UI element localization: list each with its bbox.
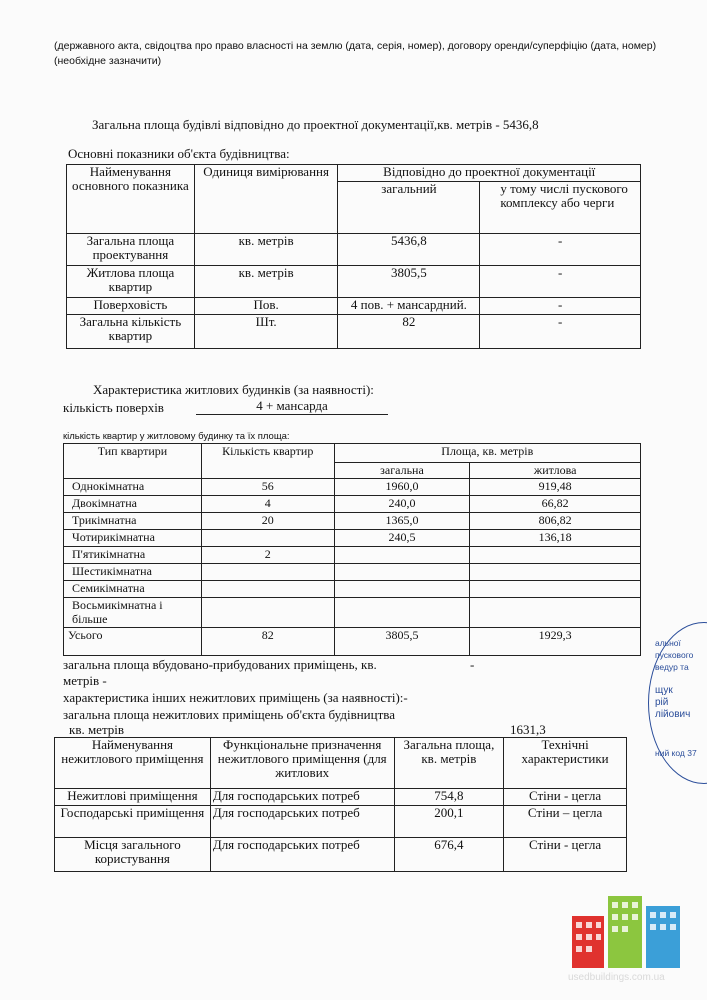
- cell-type: Восьмикімнатна і більше: [64, 598, 202, 628]
- cell-count: [201, 581, 334, 598]
- cell-unit: кв. метрів: [194, 266, 338, 298]
- cell-count: 82: [201, 628, 334, 656]
- table-row: [64, 496, 641, 513]
- cell-unit: Шт.: [194, 315, 338, 349]
- cell-total: 82: [338, 315, 480, 349]
- header-incl: у тому числі пускового комплексу або черги: [480, 182, 641, 234]
- cell-total: [334, 598, 470, 628]
- header-tech: Технічні характеристики: [504, 738, 627, 789]
- header-line-1: (державного акта, свідоцтва про право власності на землю (дата, серія, номер), договору оренди/суперфіцію (дата, номер): [54, 40, 657, 52]
- cell-incl: -: [480, 234, 641, 266]
- table-row: [64, 598, 641, 628]
- apartments-table: [63, 443, 641, 656]
- cell-type: Трикімнатна: [64, 513, 202, 530]
- cell-total: 5436,8: [338, 234, 480, 266]
- cell-type: Однокімнатна: [64, 479, 202, 496]
- cell-total: 3805,5: [338, 266, 480, 298]
- header-area-total: загальна: [334, 463, 470, 479]
- cell-living: [470, 547, 641, 564]
- header-purpose: Функціональне призначення нежитлового приміщення (для житлових: [210, 738, 394, 789]
- built-in-line: загальна площа вбудовано-прибудованих приміщень, кв.: [63, 657, 377, 672]
- table-row: [55, 806, 627, 838]
- main-indicators-title: Основні показники об'єкта будівництва:: [68, 146, 290, 161]
- cell-purpose: Для господарських потреб: [210, 806, 394, 838]
- cell-area: 676,4: [394, 838, 504, 872]
- cell-unit: кв. метрів: [194, 234, 338, 266]
- cell-total: 240,5: [334, 530, 470, 547]
- table-row: [67, 234, 641, 266]
- cell-name: Нежитлові приміщення: [55, 789, 211, 806]
- cell-type: Усього: [64, 628, 202, 656]
- apartments-label: кількість квартир у житловому будинку та їх площа:: [63, 431, 290, 442]
- cell-living: [470, 564, 641, 581]
- cell-count: 2: [201, 547, 334, 564]
- cell-total: [334, 581, 470, 598]
- header-area: Площа, кв. метрів: [334, 444, 640, 463]
- cell-living: 136,18: [470, 530, 641, 547]
- table-row: [64, 479, 641, 496]
- cell-living: 806,82: [470, 513, 641, 530]
- cell-purpose: Для господарських потреб: [210, 789, 394, 806]
- cell-name: Житлова площа квартир: [67, 266, 195, 298]
- cell-name: Господарські приміщення: [55, 806, 211, 838]
- cell-count: 56: [201, 479, 334, 496]
- table-row: [67, 266, 641, 298]
- total-nonres-line2: кв. метрів: [69, 722, 125, 737]
- cell-name: Поверховість: [67, 298, 195, 315]
- table-row: [67, 298, 641, 315]
- cell-total: 1365,0: [334, 513, 470, 530]
- total-nonres-value: 1631,3: [510, 722, 546, 737]
- table-row: [64, 530, 641, 547]
- header-total: загальний: [338, 182, 480, 234]
- cell-total: [334, 564, 470, 581]
- cell-total: 4 пов. + мансардний.: [338, 298, 480, 315]
- cell-unit: Пов.: [194, 298, 338, 315]
- cell-incl: -: [480, 315, 641, 349]
- cell-area: 754,8: [394, 789, 504, 806]
- cell-area: 200,1: [394, 806, 504, 838]
- main-indicators-table: [66, 164, 641, 349]
- cell-tech: Стіни - цегла: [504, 838, 627, 872]
- cell-incl: -: [480, 266, 641, 298]
- watermark-text: usedbuildings.com.ua: [568, 972, 665, 983]
- cell-incl: -: [480, 298, 641, 315]
- table-row: [64, 564, 641, 581]
- table-row: [55, 789, 627, 806]
- other-line: характеристика інших нежитлових приміщень (за наявності):-: [63, 690, 408, 705]
- total-area-line: Загальна площа будівлі відповідно до проектної документації,кв. метрів - 5436,8: [92, 117, 539, 132]
- header-unit: Одиниця вимірювання: [194, 165, 338, 234]
- total-nonres-line: загальна площа нежитлових приміщень об'єкта будівництва: [63, 707, 396, 722]
- official-stamp: альної пускового ведур та щук рій лійович ний код 37: [648, 622, 707, 784]
- floors-label: кількість поверхів: [63, 400, 164, 415]
- floors-value: 4 + мансарда: [196, 398, 388, 415]
- cell-living: 1929,3: [470, 628, 641, 656]
- header-nonres-name: Найменування нежитлового приміщення: [55, 738, 211, 789]
- cell-name: Загальна кількість квартир: [67, 315, 195, 349]
- cell-total: 3805,5: [334, 628, 470, 656]
- site-logo-icon: [570, 890, 690, 970]
- cell-name: Місця загального користування: [55, 838, 211, 872]
- table-row: [64, 547, 641, 564]
- cell-living: [470, 581, 641, 598]
- header-nonres-area: Загальна площа, кв. метрів: [394, 738, 504, 789]
- cell-name: Загальна площа проектування: [67, 234, 195, 266]
- cell-type: Семикімнатна: [64, 581, 202, 598]
- residential-title: Характеристика житлових будинків (за наявності):: [93, 382, 374, 397]
- cell-count: 20: [201, 513, 334, 530]
- header-area-living: житлова: [470, 463, 641, 479]
- nonres-table: [54, 737, 627, 872]
- cell-type: П'ятикімнатна: [64, 547, 202, 564]
- cell-living: 919,48: [470, 479, 641, 496]
- header-type: Тип квартири: [64, 444, 202, 479]
- header-count: Кількість квартир: [201, 444, 334, 479]
- table-row-sum: [64, 628, 641, 656]
- cell-living: 66,82: [470, 496, 641, 513]
- table-row: [64, 581, 641, 598]
- header-line-2: (необхідне зазначити): [54, 55, 162, 67]
- cell-living: [470, 598, 641, 628]
- cell-type: Двокімнатна: [64, 496, 202, 513]
- table-row: [64, 513, 641, 530]
- table-row: [67, 315, 641, 349]
- cell-total: [334, 547, 470, 564]
- metres-line: метрів -: [63, 673, 107, 688]
- cell-tech: Стіни – цегла: [504, 806, 627, 838]
- cell-count: [201, 530, 334, 547]
- header-name: Найменування основного показника: [67, 165, 195, 234]
- cell-count: [201, 598, 334, 628]
- cell-type: Чотирикімнатна: [64, 530, 202, 547]
- cell-total: 240,0: [334, 496, 470, 513]
- table-row: [55, 838, 627, 872]
- built-in-dash: -: [470, 657, 475, 672]
- cell-type: Шестикімнатна: [64, 564, 202, 581]
- cell-tech: Стіни - цегла: [504, 789, 627, 806]
- cell-count: [201, 564, 334, 581]
- header-project: Відповідно до проектної документації: [338, 165, 641, 182]
- cell-total: 1960,0: [334, 479, 470, 496]
- cell-count: 4: [201, 496, 334, 513]
- cell-purpose: Для господарських потреб: [210, 838, 394, 872]
